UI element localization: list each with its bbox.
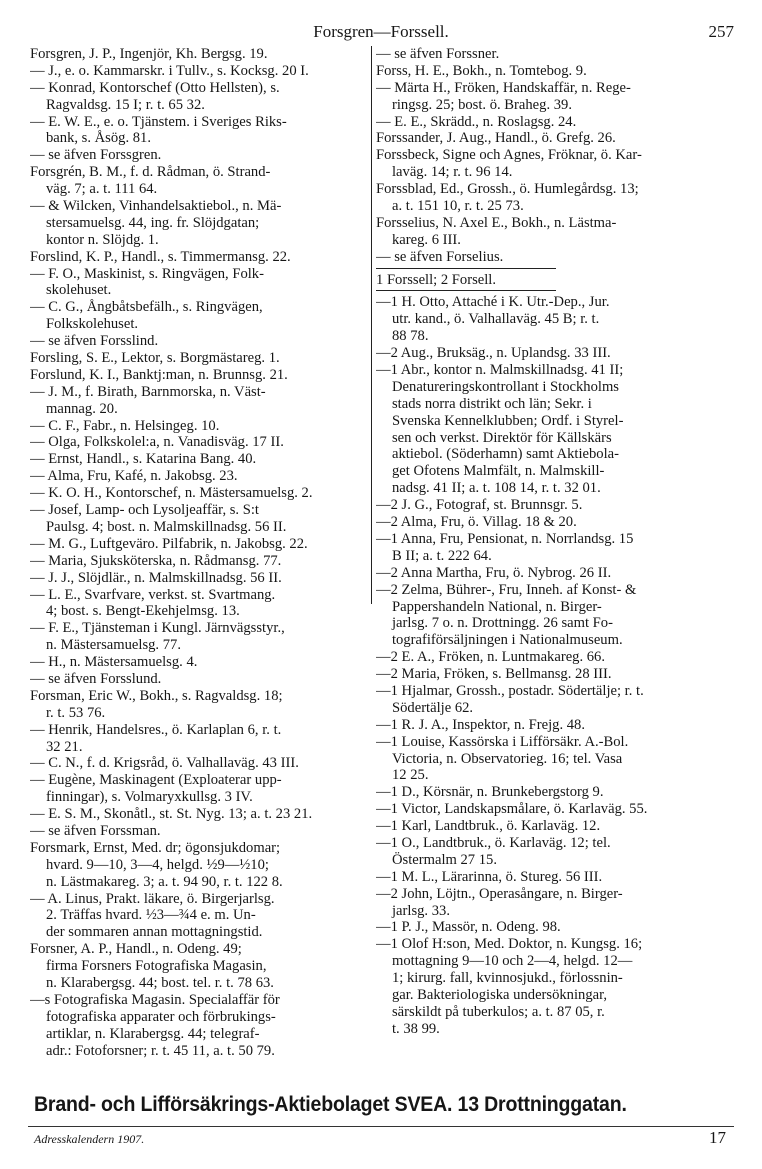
right-column <box>376 46 730 1038</box>
directory-entry-line: Forsgren, J. P., Ingenjör, Kh. Bergsg. 19. <box>30 46 268 62</box>
directory-entry-line: —2 Maria, Fröken, s. Bellmansg. 28 III. <box>376 666 612 683</box>
directory-entry-line: —1 Anna, Fru, Pensionat, n. Norrlandsg. 15 <box>376 530 634 547</box>
directory-entry-line: jarlsg. 33. <box>392 902 450 919</box>
directory-entry-line: der sommaren annan mottagningstid. <box>46 924 263 941</box>
directory-entry-line: — A. Linus, Prakt. läkare, ö. Birgerjarlsg. <box>30 890 275 907</box>
directory-entry-line: B II; a. t. 222 64. <box>392 547 492 564</box>
subheading-rule <box>376 268 556 269</box>
directory-entry-line: adr.: Fotoforsner; r. t. 45 11, a. t. 50 79. <box>46 1042 275 1059</box>
directory-entry-line: Forsman, Eric W., Bokh., s. Ragvaldsg. 18; <box>30 687 283 704</box>
directory-entry-line: — se äfven Forssner. <box>376 46 500 62</box>
directory-entry-line: Forssblad, Ed., Grossh., ö. Humlegårdsg. 13; <box>376 181 639 198</box>
directory-entry-line: — se äfven Forssgren. <box>30 147 162 164</box>
directory-entry-line: — C. G., Ångbåtsbefälh., s. Ringvägen, <box>30 299 263 316</box>
directory-entry-line: — se äfven Forsslind. <box>30 333 159 350</box>
directory-entry-line: utr. kand., ö. Valhallaväg. 45 B; r. t. <box>392 311 600 328</box>
directory-entry-line: Denatureringskontrollant i Stockholms <box>392 378 619 395</box>
directory-entry-line: — se äfven Forselius. <box>376 248 504 265</box>
directory-entry-line: Forsgrén, B. M., f. d. Rådman, ö. Strand- <box>30 164 271 181</box>
directory-entry-line: stads norra distrikt och län; Sekr. i <box>392 395 592 412</box>
directory-entry-line: — J. J., Slöjdlär., n. Malmskillnadsg. 56 II. <box>30 569 282 586</box>
directory-entry-line: finningar), s. Volmaryxkullsg. 3 IV. <box>46 789 253 806</box>
directory-entry-line: mottagning 9—10 och 2—4, helgd. 12— <box>392 953 633 970</box>
directory-entry-line: Victoria, n. Observatorieg. 16; tel. Vasa <box>392 750 623 767</box>
directory-entry-line: — J., e. o. Kammarskr. i Tullv., s. Kocksg. 20 I. <box>30 62 309 79</box>
directory-entry-line: jarlsg. 7 o. n. Drottningg. 26 samt Fo- <box>392 615 613 632</box>
directory-entry-line: —1 H. Otto, Attaché i K. Utr.-Dep., Jur. <box>376 294 610 311</box>
advertisement-banner: Brand- och Lifförsäkrings-Aktiebolaget SVEA. 13 Drottninggatan. <box>34 1093 627 1116</box>
directory-entry-line: —1 R. J. A., Inspektor, n. Frejg. 48. <box>376 716 585 733</box>
directory-entry-line: — Märta H., Fröken, Handskaffär, n. Rege- <box>376 79 631 96</box>
directory-entry-line: — C. N., f. d. Krigsråd, ö. Valhallaväg. 43 III. <box>30 755 299 772</box>
directory-entry-line: bank, s. Åsög. 81. <box>46 130 151 147</box>
directory-entry-line: —1 Abr., kontor n. Malmskillnadsg. 41 II; <box>376 362 624 379</box>
subheading: 1 Forssell; 2 Forsell. <box>376 271 496 288</box>
directory-entry-line: —2 E. A., Fröken, n. Luntmakareg. 66. <box>376 649 606 666</box>
directory-entry-line: nadsg. 41 II; a. t. 108 14, r. t. 32 01. <box>392 480 601 497</box>
directory-entry-line: — Josef, Lamp- och Lysoljeaffär, s. S:t <box>30 502 259 519</box>
footer-rule <box>28 1126 734 1127</box>
directory-entry-line: Svenska Kennelklubben; Ordf. i Styrel- <box>392 412 624 429</box>
directory-entry-line: — se äfven Forssman. <box>30 822 161 839</box>
directory-entry-line: — Henrik, Handelsres., ö. Karlaplan 6, r. t. <box>30 721 282 738</box>
directory-entry-line: 1; kirurg. fall, kvinnosjukd., förlossnin- <box>392 970 623 987</box>
directory-entry-line: 88 78. <box>392 328 429 345</box>
directory-entry-line: — Maria, Sjuksköterska, n. Rådmansg. 77. <box>30 552 282 569</box>
directory-entry-line: t. 38 99. <box>392 1020 440 1037</box>
directory-entry-line: hvard. 9—10, 3—4, helgd. ½9—½10; <box>46 856 269 873</box>
directory-entry-line: Forsling, S. E., Lektor, s. Borgmästareg. 1. <box>30 350 280 367</box>
directory-entry-line: — se äfven Forsslund. <box>30 670 162 687</box>
directory-entry-line: artiklar, n. Klarabergsg. 44; telegraf- <box>46 1025 260 1042</box>
directory-entry-line: —2 John, Löjtn., Operasångare, n. Birger- <box>376 885 623 902</box>
directory-entry-line: — Olga, Folkskolel:a, n. Vanadisväg. 17 II. <box>30 434 284 451</box>
directory-entry-line: tografiförsäljningen i Nationalmuseum. <box>392 632 623 649</box>
directory-entry-line: —2 Aug., Bruksäg., n. Uplandsg. 33 III. <box>376 345 611 362</box>
directory-entry-line: —2 Anna Martha, Fru, ö. Nybrog. 26 II. <box>376 564 612 581</box>
directory-entry-line: — & Wilcken, Vinhandelsaktiebol., n. Mä- <box>30 198 282 215</box>
directory-entry-line: get Ofotens Malmfält, n. Malmskill- <box>392 463 605 480</box>
directory-entry-line: —1 Karl, Landtbruk., ö. Karlaväg. 12. <box>376 818 601 835</box>
footer-title: Adresskalendern 1907. <box>34 1132 145 1146</box>
directory-entry-line: Forslind, K. P., Handl., s. Timmermansg. 22. <box>30 248 291 265</box>
directory-entry-line: — Konrad, Kontorschef (Otto Hellsten), s. <box>30 79 280 96</box>
directory-entry-line: 2. Träffas hvard. ½3—¾4 e. m. Un- <box>46 907 256 924</box>
directory-entry-line: Östermalm 27 15. <box>392 851 497 868</box>
directory-entry-line: fotografiska apparater och förbrukings- <box>46 1008 276 1025</box>
subheading-rule <box>376 290 556 291</box>
directory-entry-line: stersamuelsg. 44, ing. fr. Slöjdgatan; <box>46 214 260 231</box>
directory-entry-line: Forsselius, N. Axel E., Bokh., n. Lästma- <box>376 214 617 231</box>
directory-entry-line: Folkskolehuset. <box>46 316 139 333</box>
directory-entry-line: — K. O. H., Kontorschef, n. Mästersamuelsg. 2. <box>30 485 313 502</box>
directory-entry-line: — F. O., Maskinist, s. Ringvägen, Folk- <box>30 265 264 282</box>
directory-entry-line: Forssbeck, Signe och Agnes, Fröknar, ö. Kar- <box>376 147 642 164</box>
directory-entry-line: Paulsg. 4; bost. n. Malmskillnadsg. 56 II. <box>46 518 287 535</box>
directory-entry-line: aktiebol. (Söderhamn) samt Aktiebola- <box>392 446 619 463</box>
directory-entry-line: —1 Victor, Landskapsmålare, ö. Karlaväg. 55. <box>376 801 648 818</box>
page-number: 257 <box>708 22 734 41</box>
directory-entry-line: Forss, H. E., Bokh., n. Tomtebog. 9. <box>376 62 587 79</box>
directory-entry-line: r. t. 53 76. <box>46 704 106 721</box>
directory-entry-line: n. Mästersamuelsg. 77. <box>46 637 181 654</box>
column-divider <box>371 46 372 604</box>
directory-entry-line: — Eugène, Maskinagent (Exploaterar upp- <box>30 772 282 789</box>
directory-entry-line: — Ernst, Handl., s. Katarina Bang. 40. <box>30 451 257 468</box>
directory-entry-line: skolehuset. <box>46 282 112 299</box>
directory-entry-line: firma Forsners Fotografiska Magasin, <box>46 958 267 975</box>
left-column <box>30 46 368 1059</box>
directory-entry-line: n. Lästmakareg. 3; a. t. 94 90, r. t. 122 8. <box>46 873 283 890</box>
directory-entry-line: — J. M., f. Birath, Barnmorska, n. Väst- <box>30 383 266 400</box>
directory-entry-line: — F. E., Tjänsteman i Kungl. Järnvägsstyr., <box>30 620 285 637</box>
directory-entry-line: —1 O., Landtbruk., ö. Karlaväg. 12; tel. <box>376 834 611 851</box>
directory-entry-line: Forssander, J. Aug., Handl., ö. Grefg. 26. <box>376 130 616 147</box>
directory-entry-line: Forsner, A. P., Handl., n. Odeng. 49; <box>30 941 242 958</box>
directory-entry-line: a. t. 151 10, r. t. 25 73. <box>392 198 524 215</box>
directory-entry-line: — E. W. E., e. o. Tjänstem. i Sveriges Riks- <box>30 113 287 130</box>
directory-entry-line: 12 25. <box>392 767 429 784</box>
running-head: Forsgren—Forssell. <box>313 22 449 41</box>
directory-entry-line: ringsg. 25; bost. ö. Braheg. 39. <box>392 96 572 113</box>
page-header <box>28 22 734 44</box>
directory-entry-line: Ragvaldsg. 15 I; r. t. 65 32. <box>46 96 205 113</box>
directory-entry-line: —2 Alma, Fru, ö. Villag. 18 & 20. <box>376 514 577 531</box>
directory-entry-line: mannag. 20. <box>46 400 118 417</box>
directory-entry-line: —2 J. G., Fotograf, st. Brunnsgr. 5. <box>376 497 583 514</box>
directory-entry-line: — M. G., Luftgeväro. Pilfabrik, n. Jakobsg. 22. <box>30 535 308 552</box>
directory-entry-line: Pappershandeln National, n. Birger- <box>392 598 602 615</box>
directory-entry-line: — Alma, Fru, Kafé, n. Jakobsg. 23. <box>30 468 238 485</box>
directory-entry-line: kontor n. Slöjdg. 1. <box>46 231 159 248</box>
directory-entry-line: —1 Louise, Kassörska i Lifförsäkr. A.-Bol. <box>376 733 629 750</box>
directory-entry-line: —1 D., Körsnär, n. Brunkebergstorg 9. <box>376 784 604 801</box>
sheet-number: 17 <box>709 1128 726 1147</box>
directory-entry-line: Södertälje 62. <box>392 699 474 716</box>
directory-entry-line: laväg. 14; r. t. 96 14. <box>392 164 513 181</box>
directory-entry-line: —1 Olof H:son, Med. Doktor, n. Kungsg. 16; <box>376 936 643 953</box>
directory-entry-line: — H., n. Mästersamuelsg. 4. <box>30 654 198 671</box>
directory-entry-line: — L. E., Svarfvare, verkst. st. Svartmang. <box>30 586 276 603</box>
directory-entry-line: —1 Hjalmar, Grossh., postadr. Södertälje; r. t. <box>376 682 644 699</box>
directory-entry-line: —1 M. L., Lärarinna, ö. Stureg. 56 III. <box>376 868 603 885</box>
directory-entry-line: —1 P. J., Massör, n. Odeng. 98. <box>376 919 561 936</box>
directory-entry-line: Forslund, K. I., Banktj:man, n. Brunnsg. 21. <box>30 366 288 383</box>
directory-entry-line: 4; bost. s. Bengt-Ekehjelmsg. 13. <box>46 603 240 620</box>
directory-entry-line: Forsmark, Ernst, Med. dr; ögonsjukdomar; <box>30 839 281 856</box>
directory-entry-line: —s Fotografiska Magasin. Specialaffär för <box>30 991 280 1008</box>
directory-entry-line: n. Klarabergsg. 44; bost. tel. r. t. 78 63. <box>46 974 274 991</box>
directory-entry-line: särskildt på tuberkulos; a. t. 87 05, r. <box>392 1003 605 1020</box>
directory-entry-line: — E. E., Skrädd., n. Roslagsg. 24. <box>376 113 577 130</box>
directory-entry-line: — C. F., Fabr., n. Helsingeg. 10. <box>30 417 220 434</box>
directory-entry-line: sen och verkst. Direktör för Källskärs <box>392 429 612 446</box>
directory-entry-line: 32 21. <box>46 738 83 755</box>
directory-entry-line: kareg. 6 III. <box>392 231 461 248</box>
directory-entry-line: — E. S. M., Skonåtl., st. St. Nyg. 13; a. t. 23 21. <box>30 806 313 823</box>
directory-entry-line: —2 Zelma, Bührer-, Fru, Inneh. af Konst- & <box>376 581 637 598</box>
directory-entry-line: väg. 7; a. t. 111 64. <box>46 181 158 198</box>
directory-entry-line: gar. Bakteriologiska undersökningar, <box>392 986 608 1003</box>
